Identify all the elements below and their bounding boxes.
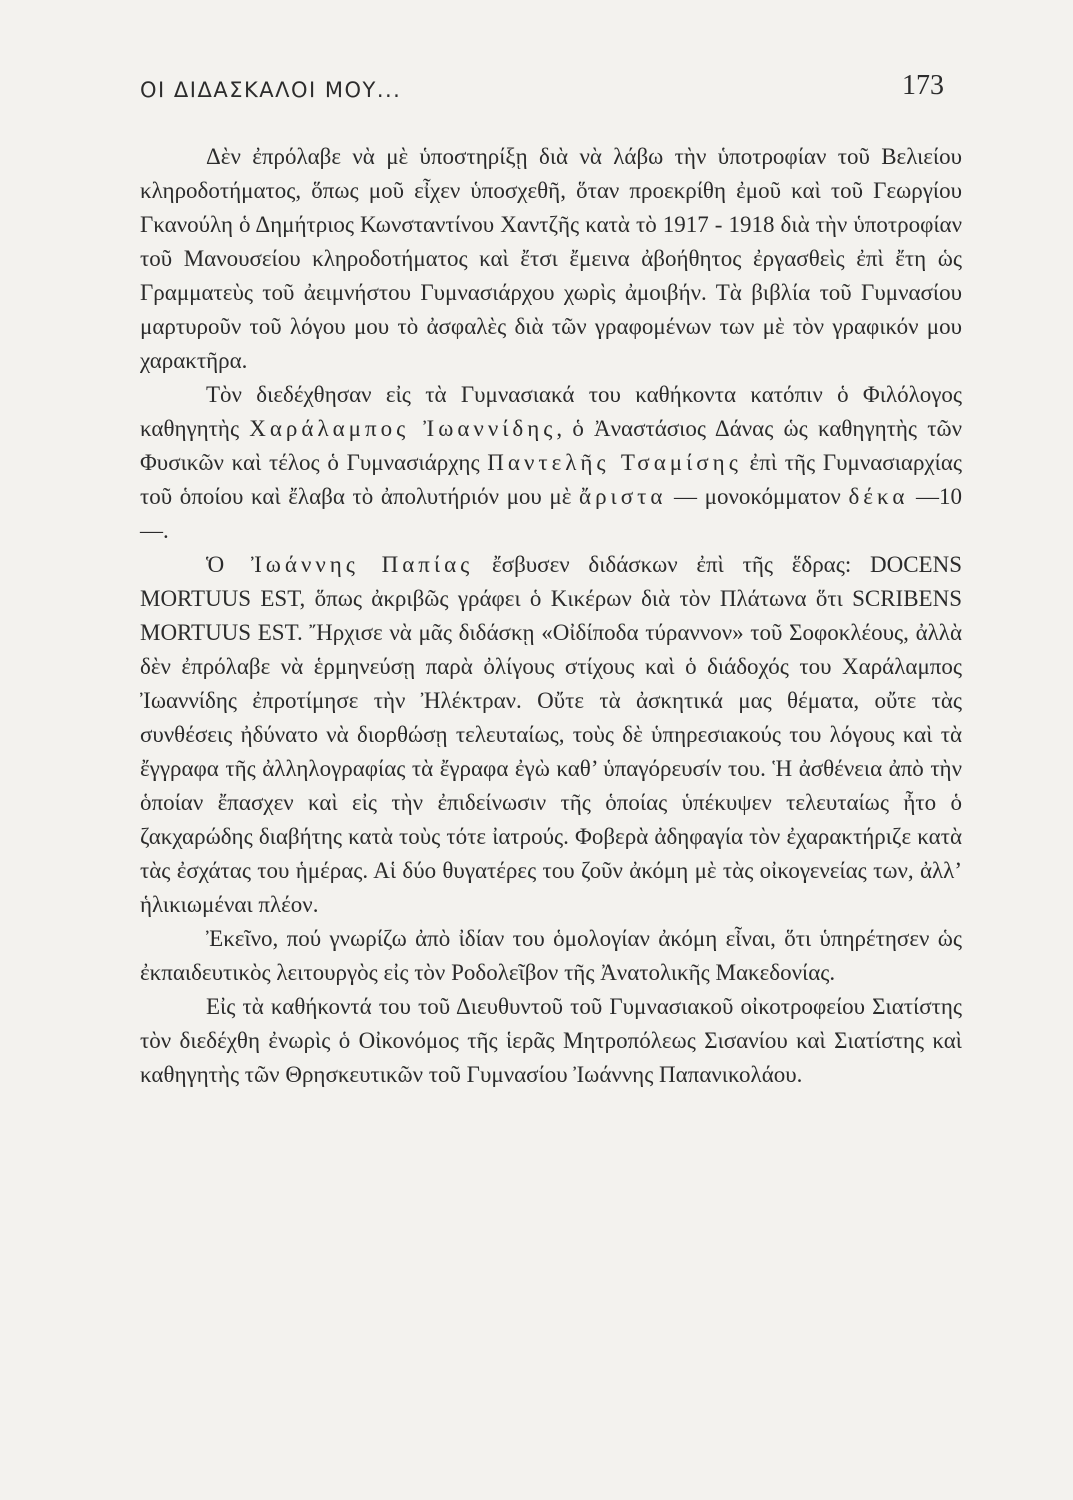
text-run: ἔσβυσεν διδάσκων ἐπὶ τῆς ἕδρας: DOCENS MORTUUS EST, ὅπως ἀκριβῶς γράφει ὁ Κικέρων διὰ τὸν Πλάτωνα ὅτι SCRIBENS MORTUUS EST. Ἤρχισε νὰ μᾶς διδάσκῃ «Οἰδίποδα τύραννον» τοῦ Σοφοκλέους, ἀλλὰ δὲν ἐπρόλαβε νὰ ἑρμηνεύσῃ παρὰ ὀλίγους στίχους καὶ ὁ διάδοχός του Χαράλαμπος Ἰωαννίδης ἐπροτίμησε τὴν Ἠλέκτραν. Οὔτε τὰ ἀσκητικά μας θέματα, οὔτε τὰς συνθέσεις ἠδύνατο νὰ διορθώσῃ τελευταίως, τοὺς δὲ ὑπηρεσιακούς του λόγους καὶ τὰ ἔγγραφα τῆς ἀλληλογραφίας τὰ ἔγραφα ἐγὼ καθ’ ὑπαγόρευσίν του. Ἡ ἀσθένεια ἀπὸ τὴν ὁποίαν ἔπασχεν καὶ εἰς τὴν ἐπιδείνωσιν τῆς ὁποίας ὑπέκυψεν τελευταίως ἦτο ὁ ζακχαρώδης διαβήτης κατὰ τοὺς τότε ἰατρούς. Φοβερὰ ἀδηφαγία τὸν ἐχαρακτήριζε κατὰ τὰς ἐσχάτας του ἡμέρας. Αἱ δύο θυγατέρες του ζοῦν ἀκόμη μὲ τὰς οἰκογενείας των, ἀλλ’ ἡλικιωμέναι πλέον. (140, 552, 962, 917)
text-run: — μονοκόμματον (666, 484, 849, 509)
text-run: —10—. (140, 484, 963, 543)
spaced-word: ἄριστα (579, 484, 667, 509)
spaced-word: δέκα (848, 484, 909, 509)
paragraph-3 (140, 548, 962, 922)
spaced-name: Παντελῆς Τσαμίσης (487, 450, 742, 475)
running-head: ΟΙ ΔΙΔΑΣΚΑΛΟΙ ΜΟΥ... (140, 78, 402, 102)
text-run: ἐπὶ τῆς Γυμνασιαρχίας τοῦ ὁποίου καὶ ἔλαβα τὸ ἀπολυτήριόν μου μὲ (140, 450, 962, 509)
text-run: , ὁ Ἀναστάσιος Δάνας ὡς καθηγητὴς τῶν Φυσικῶν καὶ τέλος ὁ Γυμνασιάρχης (140, 416, 962, 475)
body-text (140, 140, 962, 1092)
spaced-name: Χαράλαμπος Ἰωαννίδης (249, 416, 557, 441)
spaced-name: Ὁ Ἰωάννης Παπίας (206, 552, 474, 577)
paragraph-5: Εἰς τὰ καθήκοντά του τοῦ Διευθυντοῦ τοῦ Γυμνασιακοῦ οἰκοτροφείου Σιατίστης τὸν διεδέχθη ἐνωρὶς ὁ Οἰκονόμος τῆς ἱερᾶς Μητροπόλεως Σισανίου καὶ Σιατίστης καὶ καθηγητὴς τῶν Θρησκευτικῶν τοῦ Γυμνασίου Ἰωάννης Παπανικολάου. (140, 994, 962, 1087)
page-number: 173 (902, 70, 944, 101)
paragraph-2 (140, 378, 962, 548)
paragraph-1: Δὲν ἐπρόλαβε νὰ μὲ ὑποστηρίξῃ διὰ νὰ λάβω τὴν ὑποτροφίαν τοῦ Βελιείου κληροδοτήματος, ὅπως μοῦ εἶχεν ὑποσχεθῆ, ὅταν προεκρίθη ἐμοῦ καὶ τοῦ Γεωργίου Γκανούλη ὁ Δημήτριος Κωνσταντίνου Χαντζῆς κατὰ τὸ 1917 - 1918 διὰ τὴν ὑποτροφίαν τοῦ Μανουσείου κληροδοτήματος καὶ ἔτσι ἔμεινα ἀβοήθητος ἐργασθεὶς ἐπὶ ἔτη ὡς Γραμματεὺς τοῦ ἀειμνήστου Γυμνασιάρχου χωρὶς ἀμοιβήν. Τὰ βιβλία τοῦ Γυμνασίου μαρτυροῦν τοῦ λόγου μου τὸ ἀσφαλὲς διὰ τῶν γραφομένων των μὲ τὸν γραφικόν μου χαρακτῆρα. (140, 144, 962, 373)
text-run: Τὸν διεδέχθησαν εἰς τὰ Γυμνασιακά του καθήκοντα κατόπιν ὁ Φιλόλογος καθηγητὴς (140, 382, 962, 441)
paragraph-4: Ἐκεῖνο, πού γνωρίζω ἀπὸ ἰδίαν του ὁμολογίαν ἀκόμη εἶναι, ὅτι ὑπηρέτησεν ὡς ἐκπαιδευτικὸς λειτουργὸς εἰς τὸν Ροδολεῖβον τῆς Ἀνατολικῆς Μακεδονίας. (140, 926, 962, 985)
